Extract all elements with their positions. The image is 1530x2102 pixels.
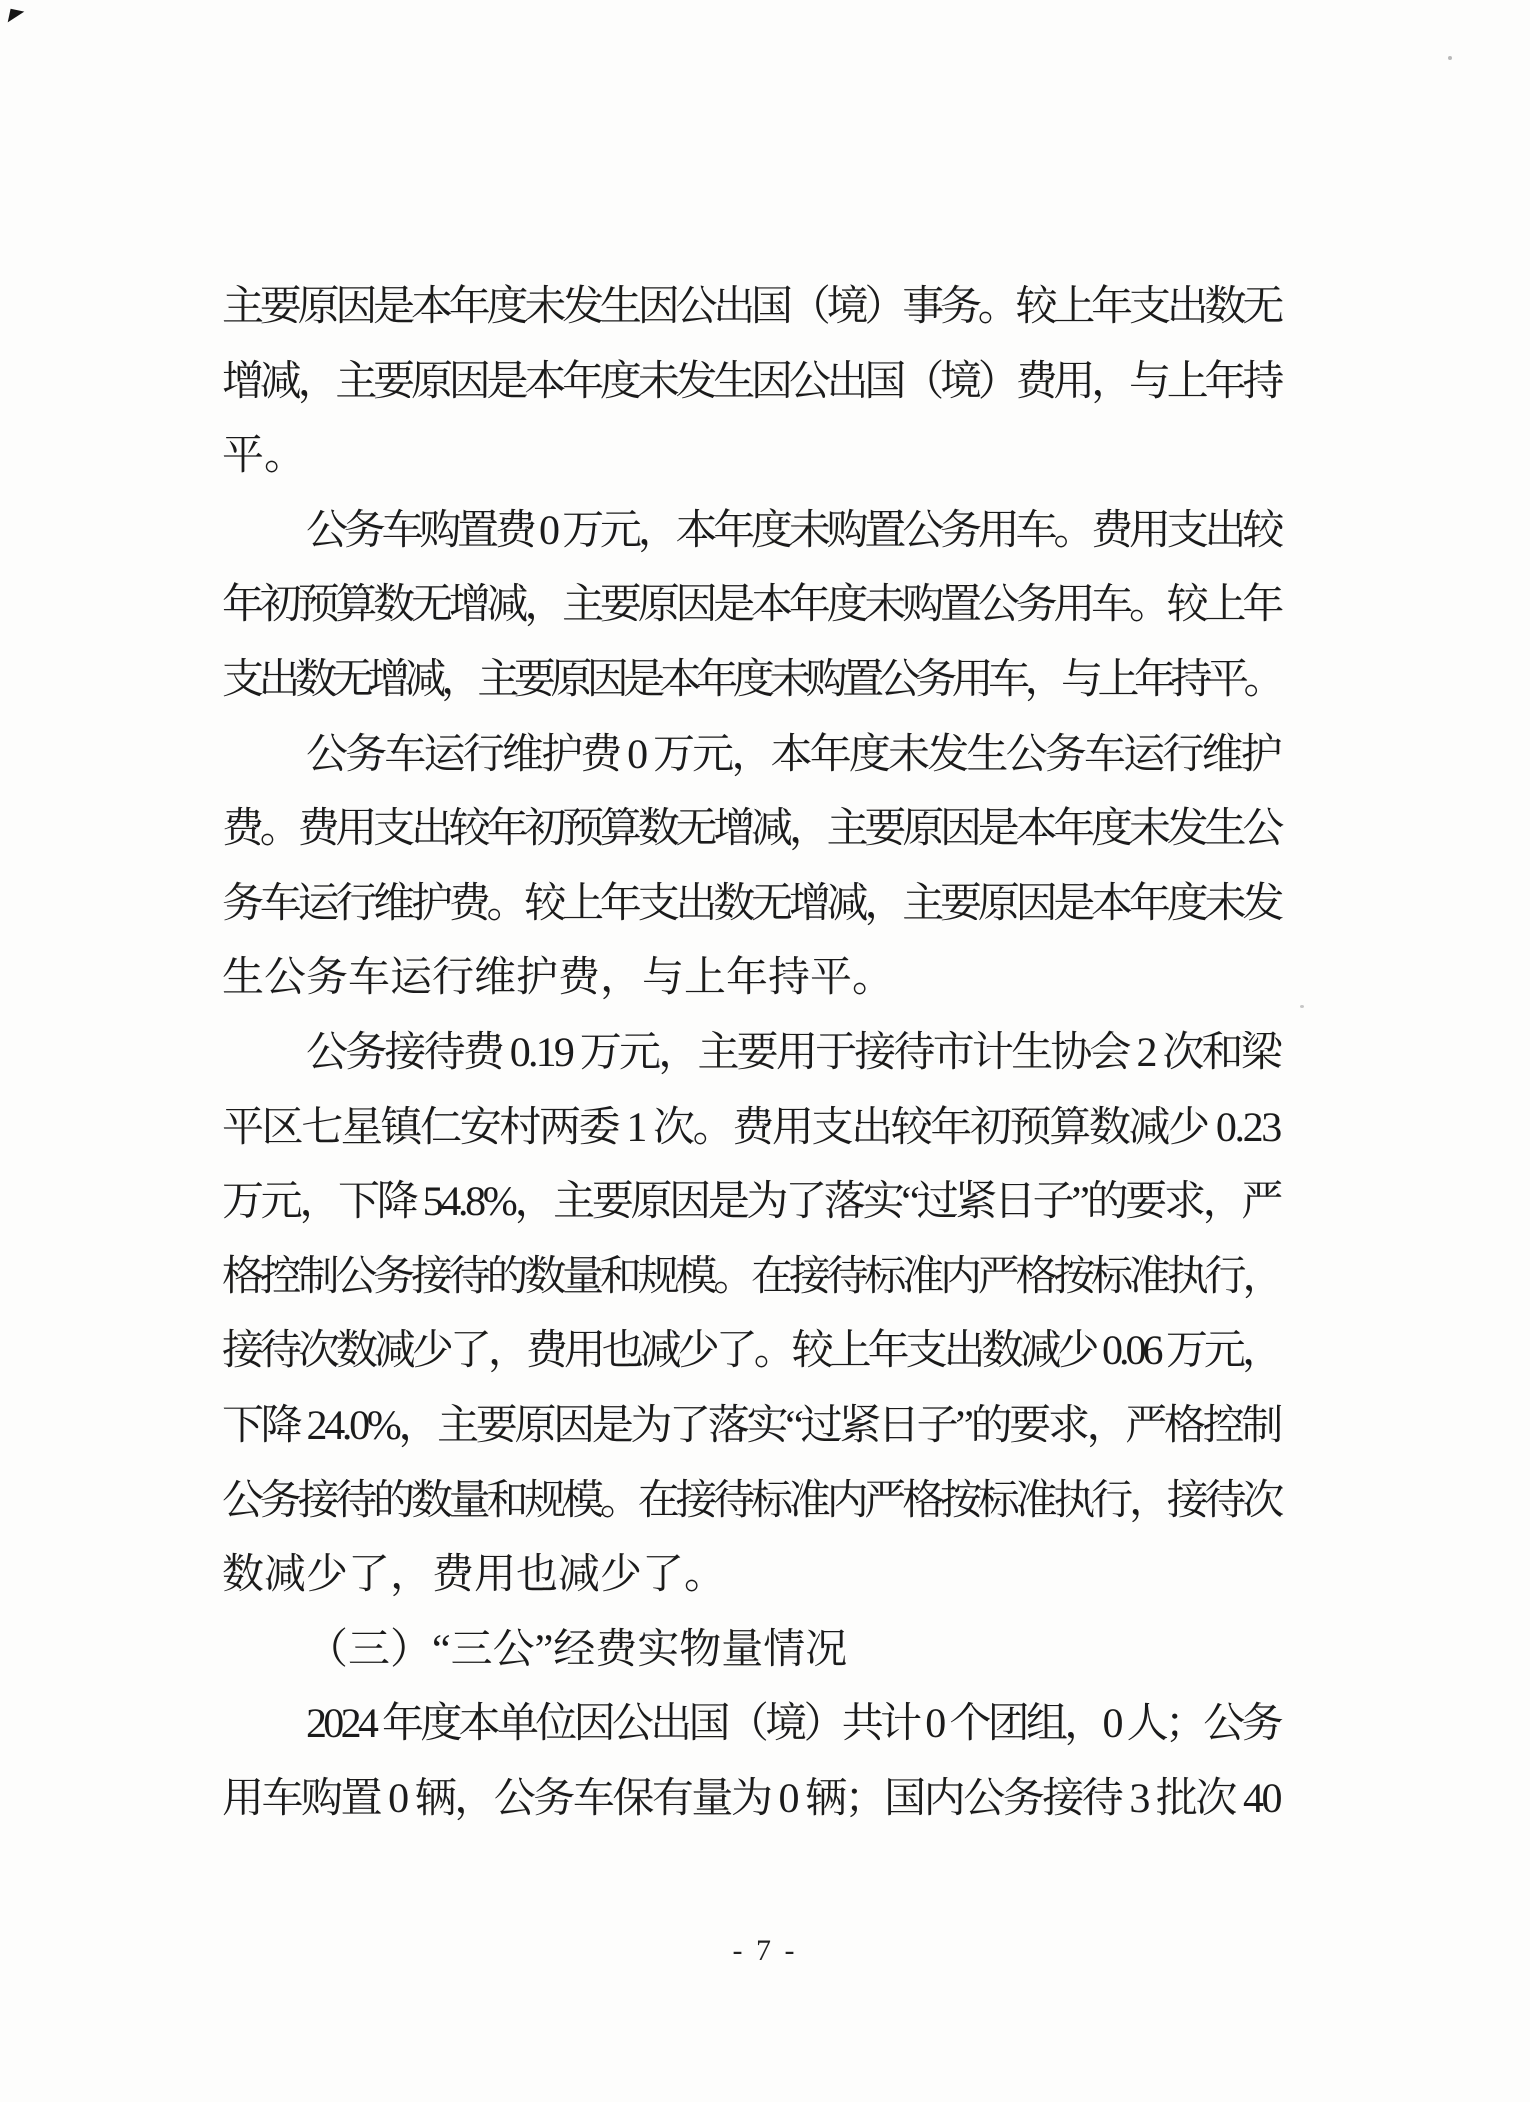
text-line-content: 下降 24.0%，主要原因是为了落实“过紧日子”的要求，严格控制: [222, 1402, 1281, 1449]
text-line: [222, 718, 1280, 793]
text-line: [222, 1687, 1280, 1762]
text-line-content: 生公务车运行维护费，与上年持平。: [222, 955, 895, 1002]
text-line: [222, 1762, 1280, 1837]
scan-speck: [1300, 1005, 1304, 1008]
text-line-content: 支出数无增减，主要原因是本年度未购置公务用车，与上年持平。: [222, 656, 1280, 703]
text-line-content: 公务车运行维护费 0 万元，本年度未发生公务车运行维护: [306, 731, 1280, 778]
text-line: [222, 1240, 1280, 1315]
text-line-content: 增减，主要原因是本年度未发生因公出国（境）费用，与上年持: [222, 358, 1281, 405]
text-line-content: （三）“三公”经费实物量情况: [306, 1626, 848, 1673]
page-number: - 7 -: [732, 1934, 798, 1967]
text-line-content: 2024 年度本单位因公出国（境）共计 0 个团组，0 人；公务: [306, 1701, 1280, 1748]
text-line-content: 公务接待费 0.19 万元，主要用于接待市计生协会 2 次和梁: [306, 1029, 1281, 1076]
text-line-content: 数减少了，费用也减少了。: [222, 1552, 727, 1599]
text-line: [222, 1165, 1280, 1240]
text-line: [222, 643, 1280, 718]
text-line: [222, 1464, 1280, 1539]
text-line: [222, 270, 1280, 345]
text-line: [222, 1538, 1280, 1613]
text-line: [222, 1389, 1280, 1464]
scan-speck: [1448, 56, 1452, 60]
text-line: [222, 1091, 1280, 1166]
text-line-content: 主要原因是本年度未发生因公出国（境）事务。较上年支出数无: [222, 284, 1281, 330]
document-body: [222, 270, 1280, 1836]
text-line-content: 接待次数减少了，费用也减少了。较上年支出数减少 0.06 万元，: [222, 1328, 1280, 1375]
text-line: [222, 345, 1280, 420]
text-line: [222, 494, 1280, 569]
text-line-content: 公务车购置费 0 万元，本年度未购置公务用车。费用支出较: [306, 507, 1281, 554]
text-line: [222, 419, 1280, 494]
text-line: [222, 1613, 1280, 1688]
scan-artifact-corner-mark: [8, 9, 25, 26]
text-line-content: 万元，下降 54.8%，主要原因是为了落实“过紧日子”的要求，严: [222, 1179, 1281, 1226]
text-line-content: 费。费用支出较年初预算数无增减，主要原因是本年度未发生公: [222, 806, 1281, 853]
text-line-content: 用车购置 0 辆，公务车保有量为 0 辆；国内公务接待 3 批次 40: [222, 1775, 1281, 1822]
text-line-content: 年初预算数无增减，主要原因是本年度未购置公务用车。较上年: [222, 582, 1281, 629]
text-line-content: 平。: [222, 433, 307, 480]
text-line-content: 平区七星镇仁安村两委 1 次。费用支出较年初预算数减少 0.23: [222, 1104, 1280, 1151]
text-line: [222, 867, 1280, 942]
text-line-content: 务车运行维护费。较上年支出数无增减，主要原因是本年度未发: [222, 880, 1281, 927]
text-line: [222, 568, 1280, 643]
text-line: [222, 792, 1280, 867]
text-line-content: 公务接待的数量和规模。在接待标准内严格按标准执行，接待次: [222, 1477, 1281, 1524]
text-line: [222, 1016, 1280, 1091]
text-line: [222, 941, 1280, 1016]
text-line-content: 格控制公务接待的数量和规模。在接待标准内严格按标准执行，: [222, 1253, 1281, 1300]
text-line: [222, 1314, 1280, 1389]
